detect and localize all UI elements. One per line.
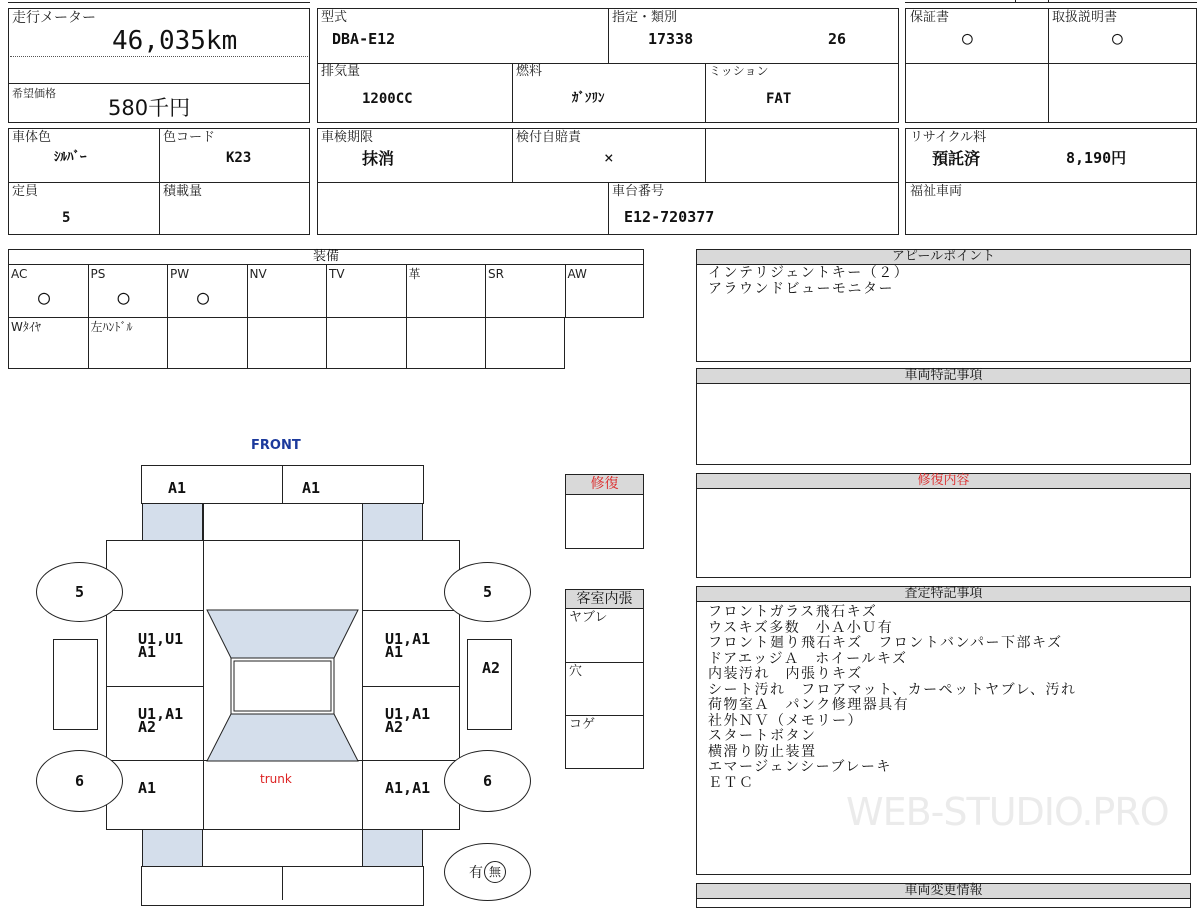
equipment-label-aw: AW — [567, 267, 587, 281]
special-notes-box — [696, 383, 1191, 465]
equipment-label-ps: PS — [90, 267, 106, 281]
odometer-value: 46,035km — [112, 26, 238, 56]
repair-details-box — [696, 488, 1191, 578]
assessment-title: 査定特記事項 — [696, 586, 1191, 602]
transmission-label: ミッション — [709, 64, 769, 78]
right-front-door-code: U1,A1 A1 — [385, 630, 431, 661]
right-side-code: A2 — [482, 659, 501, 677]
body-color-value: ｼﾙﾊﾞｰ — [54, 150, 87, 165]
assessment-text: フロントガラス飛石キズ ウスキズ多数 小Ａ小Ｕ有 フロント廻り飛石キズ フロントバンパー下部キズ ドアエッジＡ ホイールキズ 内装汚れ 内張りキズ シート汚れ フロアマット、カーペットヤブレ、汚れ 荷物室Ａ パンク修理器具有 社外ＮＶ（メモリー） スタートボタン 横滑り防止装置 エマージェンシーブレーキ ＥＴＣ — [708, 604, 1077, 791]
equipment-value-ps: ○ — [117, 285, 130, 309]
appeal-text: インテリジェントキー（２） アラウンドビューモニター — [708, 265, 910, 297]
inspection-value: 抹消 — [362, 149, 395, 168]
repair-title: 修復 — [565, 474, 644, 495]
equipment-value-ac: ○ — [38, 285, 51, 309]
interior-item-burn: コゲ — [569, 717, 596, 732]
wheel-rear-right: 6 — [444, 750, 531, 812]
body-color-label: 車体色 — [12, 130, 52, 145]
front-label: FRONT — [251, 438, 301, 453]
front-bumper-right-code: A1 — [302, 479, 321, 497]
trunk-label: trunk — [260, 772, 292, 786]
recycle-label: リサイクル料 — [910, 130, 987, 145]
wheel-front-left: 5 — [36, 562, 123, 622]
capacity-value: 5 — [62, 210, 71, 226]
transmission-value: FAT — [766, 91, 792, 107]
equipment-label-ac: AC — [11, 267, 28, 281]
equipment-label-pw: PW — [170, 267, 190, 281]
welfare-label: 福祉車両 — [910, 184, 963, 199]
designation-value-2: 26 — [828, 30, 847, 48]
left-quarter-code: A1 — [138, 779, 157, 797]
inspection-label: 車検期限 — [321, 130, 374, 145]
repair-box — [565, 494, 644, 549]
manual-label: 取扱説明書 — [1052, 10, 1118, 25]
equipment-row2-label: 左ﾊﾝﾄﾞﾙ — [90, 320, 133, 334]
repair-details-title: 修復内容 — [696, 473, 1191, 489]
left-side-skirt — [53, 639, 98, 730]
model-value: DBA-E12 — [332, 30, 396, 48]
wheel-rear-left: 6 — [36, 750, 123, 812]
chassis-label: 車台番号 — [612, 184, 665, 199]
odometer-label: 走行メーター — [12, 10, 96, 26]
wheel-front-right: 5 — [444, 562, 531, 622]
fuel-label: 燃料 — [516, 64, 543, 79]
displacement-label: 排気量 — [321, 64, 361, 79]
left-front-door-code: U1,U1 A1 — [138, 630, 184, 661]
price-label: 希望価格 — [12, 87, 56, 100]
warranty-block — [905, 8, 1197, 123]
color-code-label: 色コード — [163, 130, 216, 145]
left-rear-door-code: U1,A1 A2 — [138, 705, 184, 736]
watermark: WEB-STUDIO.PRO — [846, 790, 1169, 834]
interior-box — [565, 608, 644, 769]
manual-value: ○ — [1112, 28, 1123, 49]
cabin-outline — [203, 606, 362, 766]
equipment-value-pw: ○ — [197, 285, 210, 309]
spare-yes-label: 有 — [469, 865, 483, 881]
equipment-label-革: 革 — [408, 267, 421, 281]
insurance-label: 検付自賠責 — [516, 130, 582, 145]
equipment-row2-label: Wﾀｲﾔ — [11, 320, 41, 334]
right-quarter-code: A1,A1 — [385, 779, 431, 797]
fuel-value: ｶﾞｿﾘﾝ — [572, 91, 605, 106]
equipment-title: 装備 — [8, 249, 644, 265]
equipment-label-tv: TV — [329, 267, 345, 281]
model-label: 型式 — [321, 10, 348, 25]
interior-title: 客室内張 — [565, 589, 644, 609]
front-bumper-left-code: A1 — [168, 479, 187, 497]
designation-label: 指定・類別 — [612, 10, 678, 25]
designation-value-1: 17338 — [648, 30, 694, 48]
special-notes-title: 車両特記事項 — [696, 368, 1191, 384]
recycle-status: 預託済 — [932, 149, 981, 168]
load-label: 積載量 — [163, 184, 203, 199]
interior-item-tear: ヤブレ — [569, 610, 608, 625]
spare-tire-indicator — [444, 843, 531, 901]
spare-no-label: 無 — [484, 861, 506, 883]
appeal-title: アピールポイント — [696, 249, 1191, 265]
price-value: 580千円 — [108, 96, 191, 120]
warranty-value: ○ — [962, 28, 973, 49]
equipment-label-sr: SR — [488, 267, 504, 281]
capacity-label: 定員 — [12, 184, 39, 199]
insurance-value: × — [604, 148, 614, 167]
interior-item-hole: 穴 — [569, 664, 583, 679]
warranty-label: 保証書 — [910, 10, 950, 25]
color-code-value: K23 — [226, 150, 252, 166]
displacement-value: 1200CC — [362, 91, 413, 107]
equipment-label-nv: NV — [249, 267, 267, 281]
right-side-skirt — [467, 639, 512, 730]
recycle-amount: 8,190円 — [1066, 149, 1127, 167]
right-rear-door-code: U1,A1 A2 — [385, 705, 431, 736]
change-info-title: 車両変更情報 — [696, 883, 1191, 899]
chassis-value: E12-720377 — [624, 208, 715, 226]
